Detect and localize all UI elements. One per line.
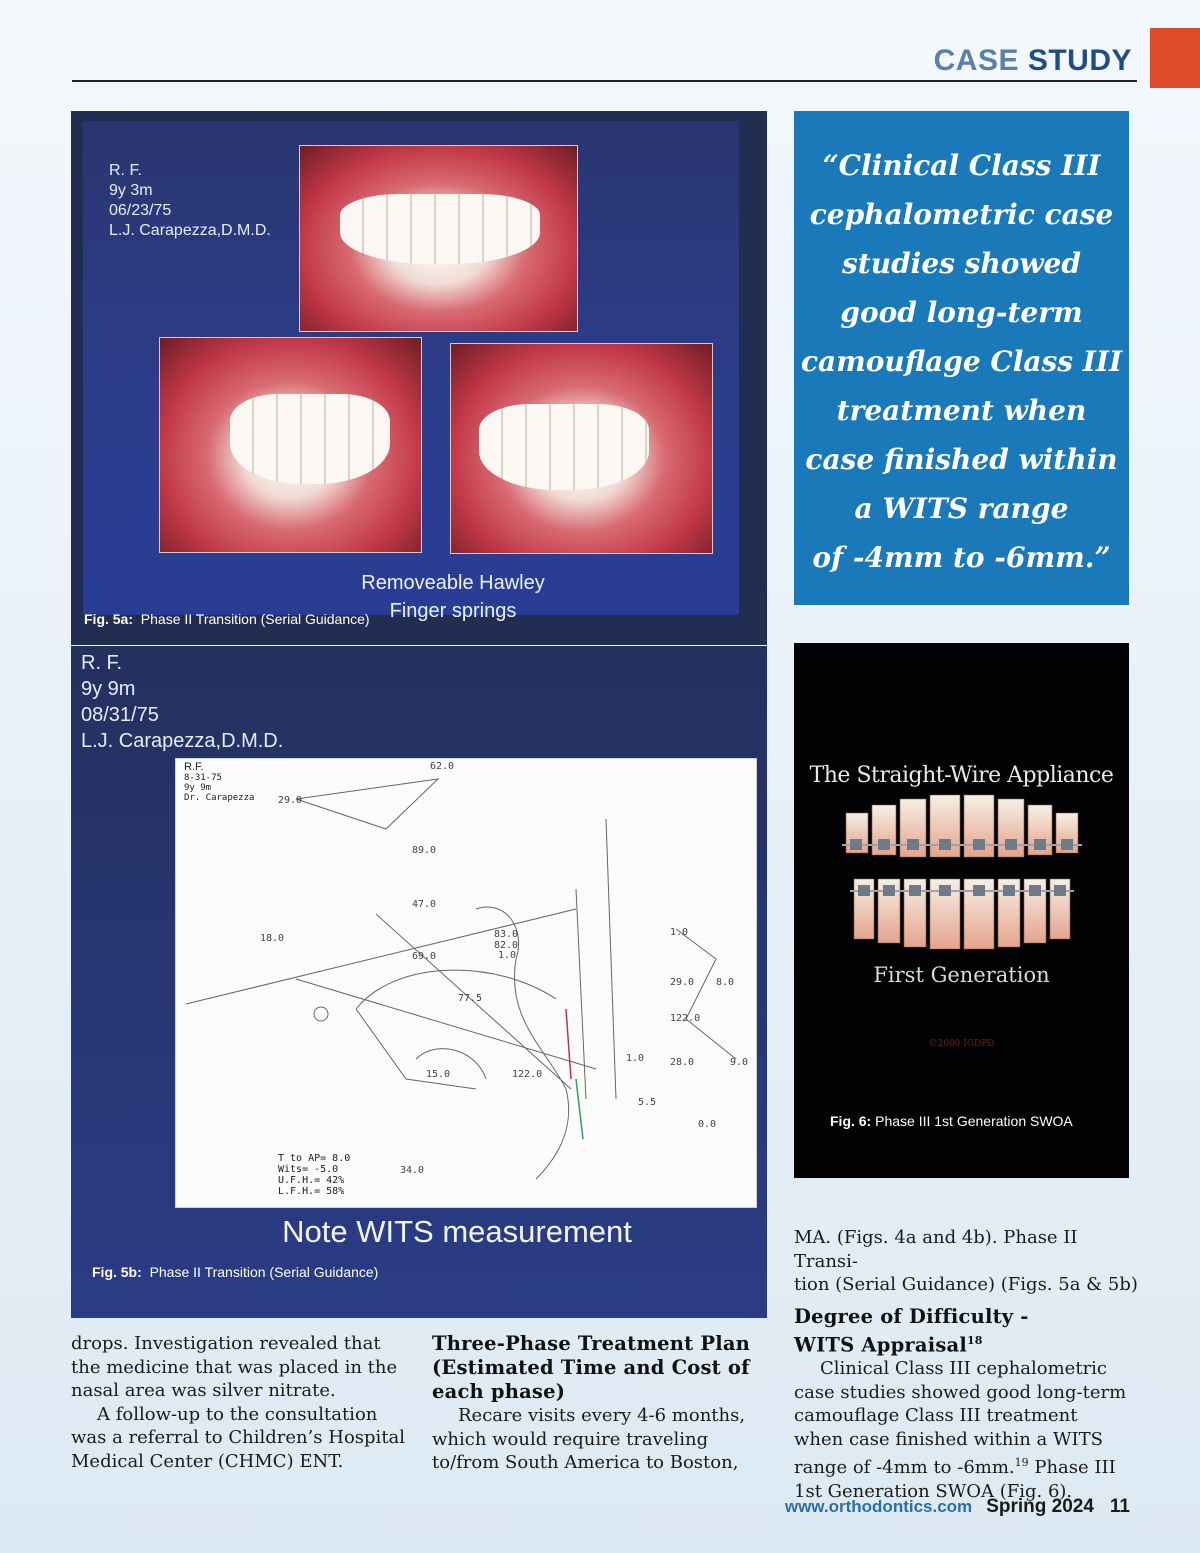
tracing-header-line: 8-31-75 bbox=[184, 773, 222, 783]
tracing-header bbox=[184, 761, 254, 803]
tracing-value: 34.0 bbox=[400, 1165, 425, 1176]
quote-line: camouflage Class III bbox=[800, 345, 1123, 378]
tracing-value: 29.0 bbox=[670, 977, 695, 988]
quote-line: studies showed bbox=[842, 247, 1081, 280]
tracing-value: 8.0 bbox=[716, 977, 735, 988]
text-line: A follow-up to the consultation bbox=[97, 1403, 378, 1425]
wits-note-line: Wits= -5.0 bbox=[278, 1164, 339, 1175]
heading-line: Three-Phase Treatment Plan bbox=[432, 1332, 751, 1355]
tracing-value: 1.0 bbox=[498, 950, 517, 961]
patient-line: R. F. bbox=[109, 162, 142, 179]
figure-5a bbox=[71, 111, 767, 645]
patient-line: 9y 3m bbox=[109, 182, 153, 199]
tracing-value: 69.0 bbox=[412, 951, 437, 962]
quote-line: a WITS range bbox=[854, 492, 1069, 525]
wits-notes bbox=[278, 1153, 350, 1197]
book-cover-subtitle: First Generation bbox=[873, 963, 1050, 987]
quote-line: cephalometric case bbox=[809, 198, 1114, 231]
tracing-value: 62.0 bbox=[430, 761, 455, 772]
text-fragment: Phase III bbox=[1028, 1457, 1116, 1478]
tracing-value: 29.0 bbox=[278, 795, 303, 806]
heading-line bbox=[794, 1329, 1139, 1358]
footnote-ref: 18 bbox=[966, 1333, 983, 1347]
text-line: Medical Center (CHMC) ENT. bbox=[71, 1450, 344, 1472]
tracing-header-line: R.F. bbox=[184, 761, 204, 773]
book-cover-title: The Straight-Wire Appliance bbox=[809, 763, 1114, 788]
tracing-header-line: Dr. Carapezza bbox=[184, 793, 255, 803]
tracing-value: 18.0 bbox=[260, 933, 285, 944]
tracing-value: 82.0 bbox=[494, 940, 519, 951]
tracing-value: 122.0 bbox=[670, 1013, 701, 1024]
text-line: range of -4mm to -6mm. bbox=[794, 1457, 1015, 1478]
patient-info-5a bbox=[109, 161, 271, 241]
column-1 bbox=[71, 1332, 416, 1473]
tracing-value: 0.0 bbox=[698, 1119, 717, 1130]
paragraph bbox=[794, 1226, 1139, 1297]
header-word-case: CASE bbox=[933, 44, 1019, 77]
column-2 bbox=[432, 1332, 777, 1475]
heading-line: Degree of Difficulty - bbox=[794, 1304, 1029, 1328]
braces-illustration bbox=[794, 793, 1129, 953]
tracing-header-line: 9y 9m bbox=[184, 783, 212, 793]
page-number: 11 bbox=[1109, 1496, 1130, 1517]
figure-label: Fig. 5a: bbox=[84, 611, 134, 627]
pull-quote-text bbox=[794, 141, 1129, 582]
patient-line: L.J. Carapezza,D.M.D. bbox=[81, 730, 284, 752]
figure-label: Fig. 6: bbox=[830, 1113, 872, 1129]
wits-note-line: U.F.H.= 42% bbox=[278, 1175, 345, 1186]
figure-5a-caption bbox=[84, 611, 370, 627]
book-cover-copyright: ©2000 IGDPD bbox=[928, 1039, 995, 1049]
slide-caption-line: Finger springs bbox=[389, 600, 517, 622]
paragraph bbox=[794, 1357, 1139, 1503]
patient-info-5b bbox=[81, 650, 283, 754]
quote-line: case finished within bbox=[805, 443, 1118, 476]
text-line: MA. (Figs. 4a and 4b). Phase II Transi- bbox=[794, 1227, 1078, 1272]
quote-line: of -4mm to -6mm.” bbox=[812, 541, 1111, 574]
paragraph bbox=[71, 1332, 416, 1403]
patient-line: 06/23/75 bbox=[109, 202, 172, 219]
figure-caption-text: Phase II Transition (Serial Guidance) bbox=[149, 1264, 379, 1280]
quote-line: good long-term bbox=[840, 296, 1083, 329]
figure-6 bbox=[794, 643, 1129, 1178]
tracing-value: 83.0 bbox=[494, 929, 519, 940]
tracing-value: 9.0 bbox=[730, 1057, 749, 1068]
text-line: which would require traveling bbox=[432, 1428, 709, 1450]
figure-caption-text: Phase III 1st Generation SWOA bbox=[875, 1113, 1073, 1129]
pull-quote bbox=[794, 111, 1129, 605]
paragraph bbox=[432, 1404, 777, 1475]
quote-line: “Clinical Class III bbox=[822, 149, 1101, 182]
figure-6-caption bbox=[830, 1113, 1073, 1129]
tracing-value: 5.5 bbox=[638, 1097, 657, 1108]
tracing-value: 89.0 bbox=[412, 845, 437, 856]
heading-text: WITS Appraisal bbox=[794, 1333, 967, 1356]
text-line: nasal area was silver nitrate. bbox=[71, 1380, 336, 1401]
text-line: 1st Generation SWOA (Fig. 6). bbox=[794, 1480, 1073, 1502]
section-header bbox=[880, 44, 1132, 78]
patient-line: 08/31/75 bbox=[81, 704, 159, 726]
tracing-value: 1.0 bbox=[626, 1053, 645, 1064]
tracing-value: 77.5 bbox=[458, 993, 483, 1004]
text-line: drops. Investigation revealed that bbox=[71, 1333, 381, 1354]
figure-5b bbox=[71, 646, 767, 1318]
text-line: camouflage Class III treatment bbox=[794, 1405, 1078, 1426]
tracing-value: 47.0 bbox=[412, 899, 437, 910]
heading-line: (Estimated Time and Cost of bbox=[432, 1356, 750, 1379]
header-rule bbox=[72, 80, 1137, 82]
section-tab-marker bbox=[1150, 28, 1200, 88]
slide-caption-line: Removeable Hawley bbox=[361, 572, 545, 594]
wits-note-line: L.F.H.= 58% bbox=[278, 1186, 345, 1197]
figure-label: Fig. 5b: bbox=[92, 1264, 142, 1280]
tracing-value: 1.0 bbox=[670, 927, 689, 938]
column-3 bbox=[794, 1226, 1139, 1503]
intraoral-photo-right bbox=[159, 337, 422, 553]
cephalometric-tracing bbox=[175, 758, 757, 1208]
footnote-ref: 19 bbox=[1014, 1456, 1029, 1469]
patient-line: L.J. Carapezza,D.M.D. bbox=[109, 222, 271, 239]
patient-line: 9y 9m bbox=[81, 678, 136, 700]
quote-line: treatment when bbox=[836, 394, 1087, 427]
intraoral-photo-left bbox=[450, 343, 713, 554]
text-line: when case finished within a WITS bbox=[794, 1428, 1103, 1450]
tracing-value: 122.0 bbox=[512, 1069, 543, 1080]
heading-line: each phase) bbox=[432, 1380, 566, 1403]
section-heading-wits bbox=[794, 1305, 1139, 1358]
text-line: Recare visits every 4-6 months, bbox=[458, 1405, 746, 1426]
footer-url[interactable]: www.orthodontics.com bbox=[784, 1497, 973, 1516]
slide-note-wits: Note WITS measurement bbox=[282, 1214, 632, 1249]
patient-line: R. F. bbox=[81, 652, 123, 674]
text-line: case studies showed good long-term bbox=[794, 1381, 1127, 1403]
intraoral-photo-front bbox=[299, 145, 578, 332]
page-footer bbox=[600, 1496, 1130, 1518]
figure-caption-text: Phase II Transition (Serial Guidance) bbox=[140, 611, 370, 627]
wits-note-line: T to AP= 8.0 bbox=[278, 1153, 351, 1164]
text-line: was a referral to Children’s Hospital bbox=[71, 1427, 406, 1448]
paragraph bbox=[71, 1403, 416, 1474]
tracing-lines bbox=[176, 759, 756, 1207]
tracing-value: 15.0 bbox=[426, 1069, 451, 1080]
text-line: the medicine that was placed in the bbox=[71, 1356, 398, 1378]
tracing-value: 28.0 bbox=[670, 1057, 695, 1068]
text-line: to/from South America to Boston, bbox=[432, 1452, 739, 1473]
figure-5b-caption bbox=[92, 1264, 378, 1280]
footer-issue: Spring 2024 bbox=[986, 1496, 1094, 1517]
header-word-study: STUDY bbox=[1027, 44, 1132, 77]
text-line: tion (Serial Guidance) (Figs. 5a & 5b) bbox=[794, 1274, 1138, 1295]
text-line: Clinical Class III cephalometric bbox=[820, 1358, 1108, 1379]
section-heading-treatment-plan bbox=[432, 1332, 777, 1404]
